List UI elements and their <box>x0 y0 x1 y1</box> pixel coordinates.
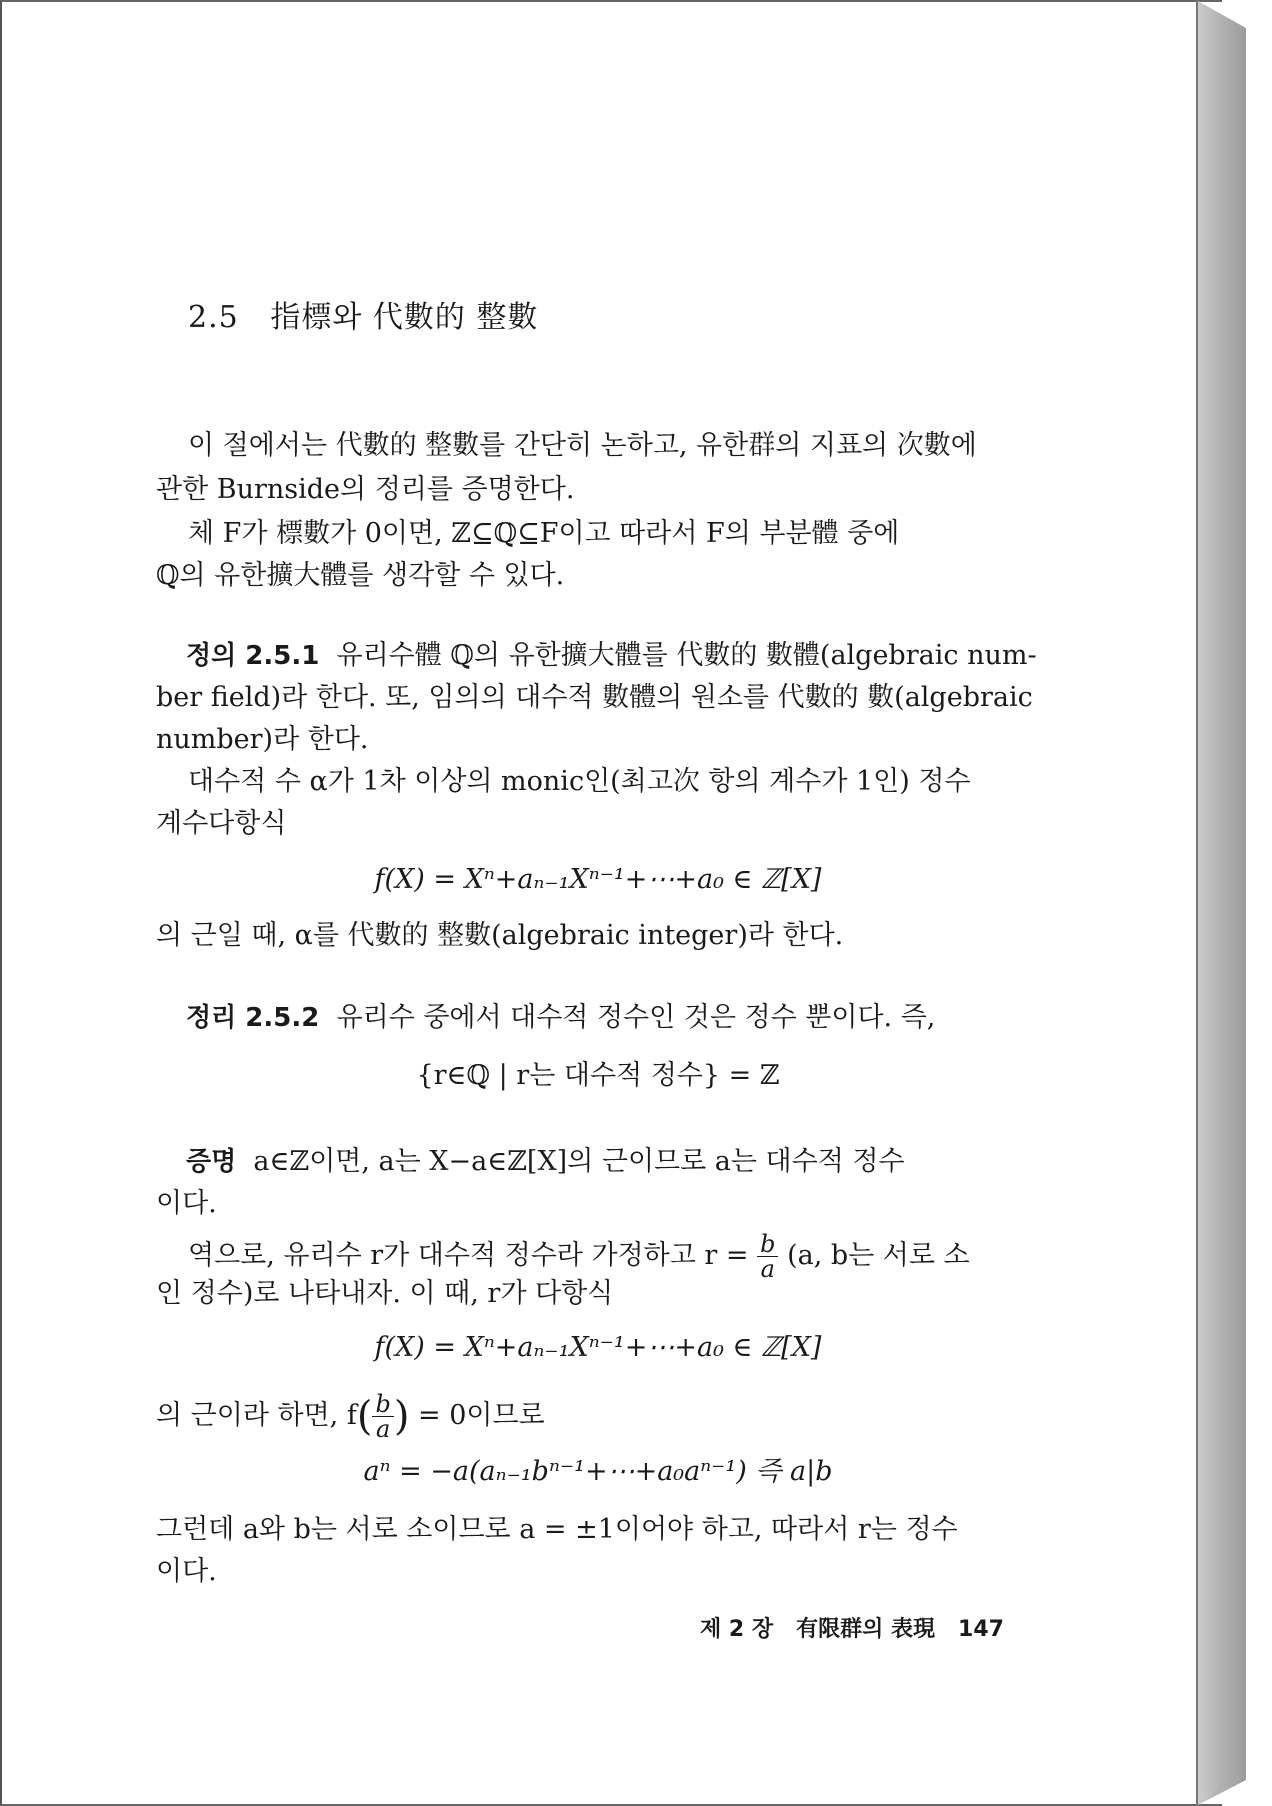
page-edge-line <box>1196 0 1198 1806</box>
section-number: 2.5 <box>188 300 239 335</box>
proof-line-2: 이다. <box>156 1188 217 1219</box>
intro-line-4: ℚ의 유한擴大體를 생각할 수 있다. <box>156 560 565 591</box>
definition-line-5: 계수다항식 <box>156 808 287 839</box>
page-number: 147 <box>958 1617 1004 1642</box>
proof-line-5-post: = 0이므로 <box>418 1400 545 1431</box>
footer-chapter: 제 2 장 <box>700 1617 774 1642</box>
definition-line-1: 유리수體 ℚ의 유한擴大體를 代數的 數體(algebraic num- <box>336 640 1037 671</box>
intro-line-3: 체 F가 標數가 0이면, ℤ⊆ℚ⊆F이고 따라서 F의 부분體 중에 <box>188 518 900 549</box>
definition-after: 의 근일 때, α를 代數的 整數(algebraic integer)라 한다. <box>156 920 844 951</box>
proof-line-7: 이다. <box>156 1556 217 1587</box>
right-paren: ) <box>393 1393 410 1440</box>
proof-line-1-row <box>186 1144 905 1180</box>
proof-line-6: 그런데 a와 b는 서로 소이므로 a = ±1이어야 하고, 따라서 r는 정수 <box>156 1514 958 1545</box>
proof-line-5-row <box>156 1392 545 1441</box>
fraction-2-denominator: a <box>375 1415 391 1443</box>
page-stack-edge <box>1196 0 1246 1806</box>
proof-line-5-pre: 의 근이라 하면, f <box>156 1400 357 1431</box>
proof-formula-2: aⁿ = −a(aₙ₋₁bⁿ⁻¹+⋯+a₀aⁿ⁻¹) 즉 a|b <box>363 1456 833 1487</box>
section-title: 指標와 代數的 整數 <box>270 300 539 335</box>
fraction-b-over-a-2 <box>372 1392 393 1441</box>
proof-line-3-post: (a, b는 서로 소 <box>787 1240 970 1271</box>
definition-first-line <box>186 638 1037 674</box>
definition-line-3: number)라 한다. <box>156 724 369 755</box>
definition-formula: f(X) = Xⁿ+aₙ₋₁Xⁿ⁻¹+⋯+a₀ ∈ ℤ[X] <box>374 864 822 895</box>
theorem-formula: {r∈ℚ | r는 대수적 정수} = ℤ <box>416 1060 780 1091</box>
proof-line-3-pre: 역으로, 유리수 r가 대수적 정수라 가정하고 r = <box>188 1240 749 1271</box>
theorem-line <box>186 1000 935 1036</box>
intro-line-2: 관한 Burnside의 정리를 증명한다. <box>156 474 575 505</box>
fraction-b-over-a <box>757 1232 778 1281</box>
page-footer <box>700 1612 1004 1648</box>
fraction-denominator: a <box>760 1255 775 1283</box>
footer-chapter-title: 有限群의 表現 <box>796 1617 936 1642</box>
intro-line-1: 이 절에서는 代數的 整數를 간단히 논하고, 유한群의 지표의 次數에 <box>188 430 977 461</box>
definition-label: 정의 2.5.1 <box>186 641 320 671</box>
proof-label: 증명 <box>186 1147 237 1177</box>
theorem-label: 정리 2.5.2 <box>186 1003 320 1033</box>
fraction-numerator: b <box>757 1232 778 1257</box>
proof-line-4: 인 정수)로 나타내자. 이 때, r가 다항식 <box>156 1278 614 1309</box>
fraction-2-numerator: b <box>372 1392 393 1417</box>
left-paren: ( <box>356 1393 373 1440</box>
section-heading <box>188 300 538 336</box>
definition-line-4: 대수적 수 α가 1차 이상의 monic인(최고次 항의 계수가 1인) 정수 <box>188 766 971 797</box>
proof-line-3-row <box>188 1232 970 1281</box>
proof-line-1: a∈ℤ이면, a는 X−a∈ℤ[X]의 근이므로 a는 대수적 정수 <box>253 1146 905 1177</box>
definition-line-2: ber field)라 한다. 또, 임의의 대수적 數體의 원소를 代數的 數(algebraic <box>156 682 1033 713</box>
theorem-text: 유리수 중에서 대수적 정수인 것은 정수 뿐이다. 즉, <box>336 1002 936 1033</box>
proof-formula-1: f(X) = Xⁿ+aₙ₋₁Xⁿ⁻¹+⋯+a₀ ∈ ℤ[X] <box>374 1332 822 1363</box>
